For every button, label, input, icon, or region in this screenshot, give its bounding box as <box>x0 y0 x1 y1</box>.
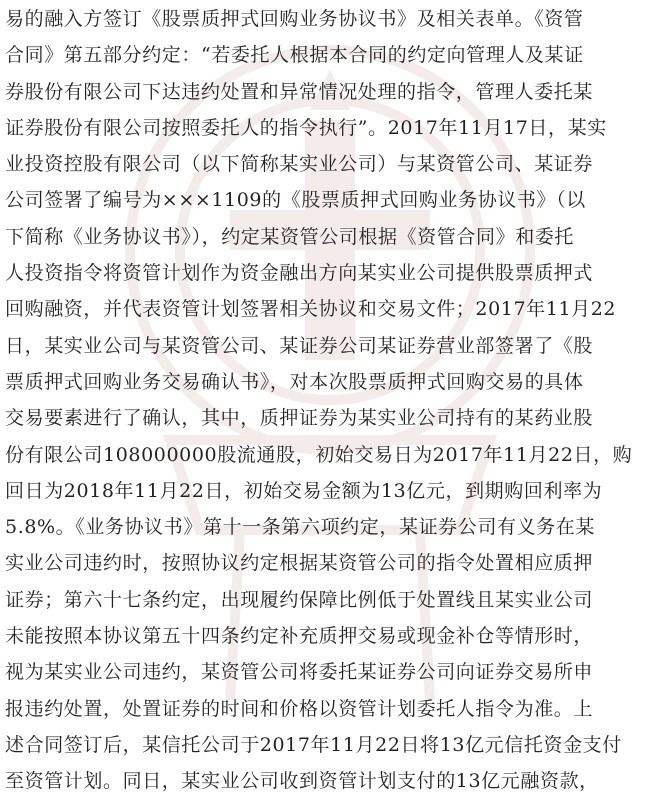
text-line: 易的融入方签订《股票质押式回购业务协议书》及相关表单。《资管 <box>5 8 584 30</box>
text-line: 公司签署了编号为×××1109的《股票质押式回购业务协议书》（以 <box>5 189 586 212</box>
text-line: 述合同签订后，某信托公司于2017年11月22日将13亿元信托资金支付 <box>5 733 622 756</box>
text-line: 下简称《业务协议书》），约定某资管公司根据《资管合同》和委托 <box>5 225 575 248</box>
text-line: 证券股份有限公司按照委托人的指令执行”。2017年11月17日，某实 <box>5 116 607 139</box>
judgment-text-body <box>5 1 655 800</box>
text-line: 回日为2018年11月22日，初始交易金额为13亿元，到期购回利率为 <box>5 479 603 502</box>
text-line: 报违约处置，处置证券的时间和价格以资管计划委托人指令为准。上 <box>5 697 594 720</box>
text-line: 实业公司违约时，按照协议约定根据某资管公司的指令处置相应质押 <box>5 552 594 575</box>
text-line: 日，某实业公司与某资管公司、某证券公司某证券营业部签署了《股 <box>5 334 594 357</box>
text-line: 份有限公司108000000股流通股，初始交易日为2017年11月22日，购 <box>5 443 633 466</box>
text-line: 券股份有限公司下达违约处置和异常情况处理的指令，管理人委托某 <box>5 80 594 103</box>
text-line: 票质押式回购业务交易确认书》，对本次股票质押式回购交易的具体 <box>5 370 584 393</box>
text-line: 业投资控股有限公司（以下简称某实业公司）与某资管公司、某证券 <box>5 153 594 176</box>
text-line: 视为某实业公司违约，某资管公司将委托某证券公司向证券交易所申 <box>5 661 594 684</box>
text-line: 证券；第六十七条约定，出现履约保障比例低于处置线且某实业公司 <box>5 588 594 611</box>
text-line: 人投资指令将资管计划作为资金融出方向某实业公司提供股票质押式 <box>5 262 594 285</box>
text-line: 交易要素进行了确认，其中，质押证券为某实业公司持有的某药业股 <box>5 407 594 430</box>
text-line: 未能按照本协议第五十四条约定补充质押交易或现金补仓等情形时， <box>5 625 594 648</box>
text-line: 合同》第五部分约定：“若委托人根据本合同的约定向管理人及某证 <box>5 44 584 67</box>
text-line: 至资管计划。同日，某实业公司收到资管计划支付的13亿元融资款， <box>5 770 599 793</box>
text-line: 回购融资，并代表资管计划签署相关协议和交易文件；2017年11月22 <box>5 298 617 321</box>
text-line: 5.8%。《业务协议书》第十一条第六项约定，某证券公司有义务在某 <box>5 516 595 539</box>
